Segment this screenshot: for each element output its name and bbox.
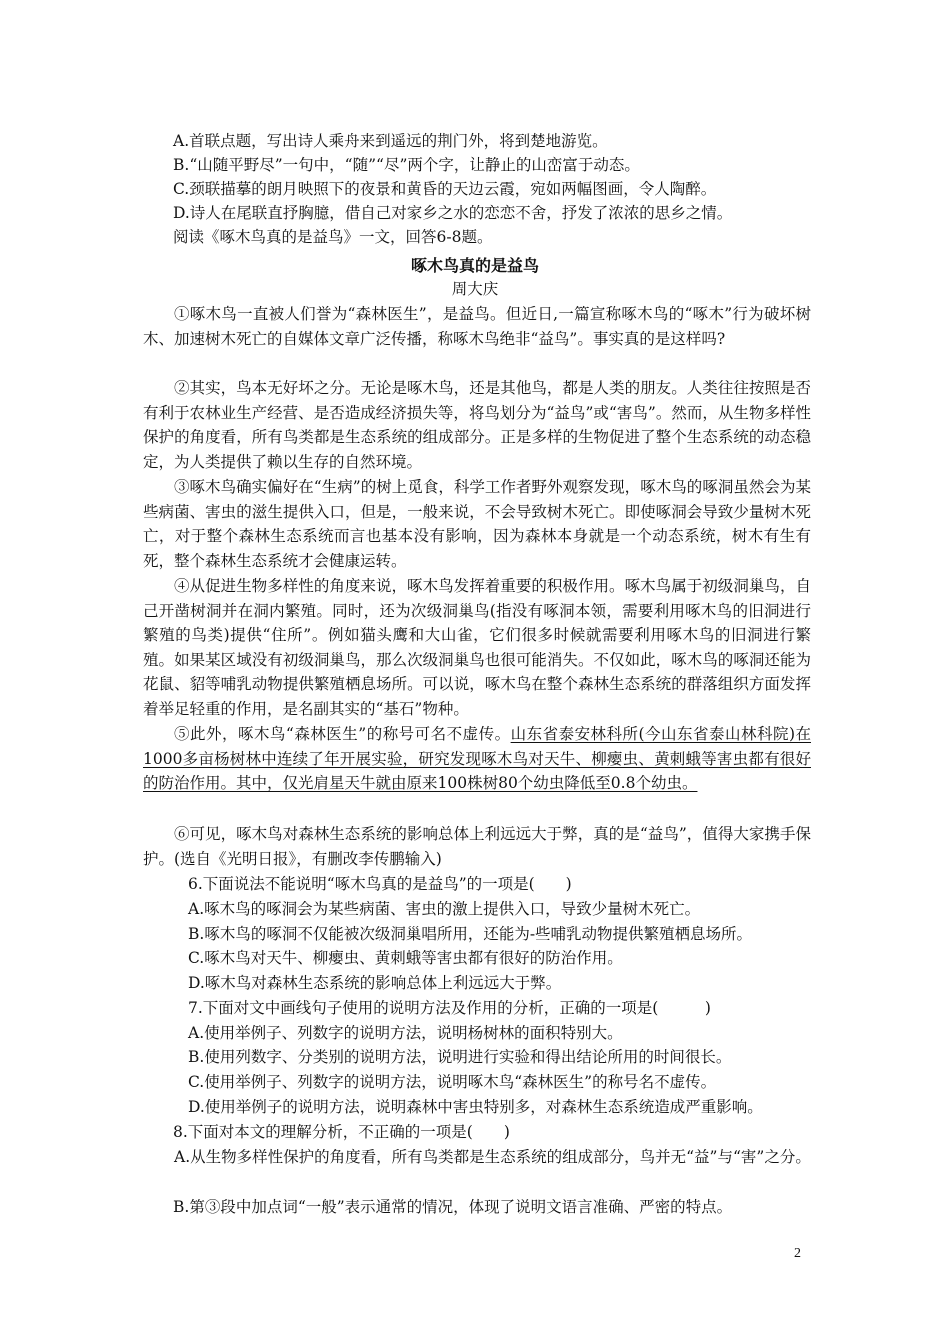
article-paragraph-5 bbox=[143, 722, 811, 796]
q7-stem: 7.下面对文中画线句子使用的说明方法及作用的分析，正确的一项是( ) bbox=[188, 999, 711, 1017]
q7-option-b: B.使用列数字、分类别的说明方法，说明进行实验和得出结论所用的时间很长。 bbox=[188, 1048, 732, 1066]
q8-stem: 8.下面对本文的理解分析，不正确的一项是( ) bbox=[173, 1123, 510, 1141]
reading-intro: 阅读《啄木鸟真的是益鸟》一文，回答6-8题。 bbox=[173, 228, 493, 246]
q8-option-a: A.从生物多样性保护的角度看，所有鸟类都是生态系统的组成部分，鸟并无“益”与“害”之分。 bbox=[174, 1148, 811, 1166]
article-title: 啄木鸟真的是益鸟 bbox=[410, 256, 539, 275]
q5-option-a: A.首联点题，写出诗人乘舟来到遥远的荆门外，将到楚地游览。 bbox=[173, 132, 608, 150]
q6-stem: 6.下面说法不能说明“啄木鸟真的是益鸟”的一项是( ) bbox=[188, 875, 572, 893]
paragraph-5-text: ⑤此外，啄木鸟“森林医生”的称号可名不虚传。 bbox=[174, 725, 511, 743]
q5-option-b: B.“山随平野尽”一句中，“随”“尽”两个字，让静止的山峦富于动态。 bbox=[173, 156, 640, 174]
article-paragraph-6: ⑥可见，啄木鸟对森林生态系统的影响总体上利远远大于弊，真的是“益鸟”，值得大家携手保护。(选自《光明日报》，有删改李传鹏输入) bbox=[143, 825, 811, 868]
page-number: 2 bbox=[794, 1246, 801, 1261]
article-paragraph-1: ①啄木鸟一直被人们誉为“森林医生”，是益鸟。但近日,一篇宣称啄木鸟的“啄木”行为破坏树木、加速树木死亡的自媒体文章广泛传播，称啄木鸟绝非“益鸟”。事实真的是这样吗? bbox=[143, 305, 811, 348]
q7-option-a: A.使用举例子、列数字的说明方法，说明杨树林的面积特别大。 bbox=[188, 1024, 623, 1042]
q6-option-c: C.啄木鸟对天牛、柳瘿虫、黄刺蛾等害虫都有很好的防治作用。 bbox=[188, 949, 623, 967]
q5-option-c: C.颈联描摹的朗月映照下的夜景和黄昏的天边云霞，宛如两幅图画，令人陶醉。 bbox=[173, 180, 717, 198]
q6-option-d: D.啄木鸟对森林生态系统的影响总体上利远远大于弊。 bbox=[188, 974, 562, 992]
q6-option-b: B.啄木鸟的啄洞不仅能被次级洞巢唱所用，还能为-些哺乳动物提供繁殖栖息场所。 bbox=[188, 925, 753, 943]
underlined-sentence: 山东省泰安林科所(今山东省泰山林科院)在1000多亩杨树林中连续了年开展实验，研究发现啄木鸟对天牛、柳瘿虫、黄刺蛾等害虫都有很好的防治作用。其中，仅光肩星天牛就由原来100株树80个幼虫降低至0.8个幼虫。 bbox=[143, 725, 811, 792]
q7-option-c: C.使用举例子、列数字的说明方法，说明啄木鸟“森林医生”的称号名不虚传。 bbox=[188, 1073, 717, 1091]
q8-option-b: B.第③段中加点词“一般”表示通常的情况，体现了说明文语言准确、严密的特点。 bbox=[173, 1198, 733, 1216]
article-paragraph-2: ②其实，鸟本无好坏之分。无论是啄木鸟，还是其他鸟，都是人类的朋友。人类往往按照是否有利于农林业生产经营、是否造成经济损失等，将鸟划分为“益鸟”或“害鸟”。然而，从生物多样性保护的角度看，所有鸟类都是生态系统的组成部分。正是多样的生物促进了整个生态系统的动态稳定，为人类提供了赖以生存的自然环境。 bbox=[143, 379, 811, 471]
q6-option-a: A.啄木鸟的啄洞会为某些病菌、害虫的激上提供入口，导致少量树木死亡。 bbox=[188, 900, 701, 918]
q5-option-d: D.诗人在尾联直抒胸臆，借自己对家乡之水的恋恋不舍，抒发了浓浓的思乡之情。 bbox=[173, 204, 733, 222]
article-author: 周大庆 bbox=[451, 280, 499, 298]
q7-option-d: D.使用举例子的说明方法，说明森林中害虫特别多，对森林生态系统造成严重影响。 bbox=[188, 1098, 763, 1116]
article-paragraph-4: ④从促进生物多样性的角度来说，啄木鸟发挥着重要的积极作用。啄木鸟属于初级洞巢鸟，自己开凿树洞并在洞内繁殖。同时，还为次级洞巢鸟(指没有啄洞本领，需要利用啄木鸟的旧洞进行繁殖的鸟类)提供“住所”。例如猫头鹰和大山雀，它们很多时候就需要利用啄木鸟的旧洞进行繁殖。如果某区域没有初级洞巢鸟，那么次级洞巢鸟也很可能消失。不仅如此，啄木鸟的啄洞还能为花鼠、貂等哺乳动物提供繁殖栖息场所。可以说，啄木鸟在整个森林生态系统的群落组织方面发挥着举足轻重的作用，是名副其实的“基石”物种。 bbox=[143, 577, 811, 718]
article-paragraph-3: ③啄木鸟确实偏好在“生病”的树上觅食，科学工作者野外观察发现，啄木鸟的啄洞虽然会为某些病菌、害虫的滋生提供入口，但是，一般来说，不会导致树木死亡。即使啄洞会导致少量树木死亡，对于整个森林生态系统而言也基本没有影响，因为森林本身就是一个动态系统，树木有生有死，整个森林生态系统才会健康运转。 bbox=[143, 478, 811, 570]
